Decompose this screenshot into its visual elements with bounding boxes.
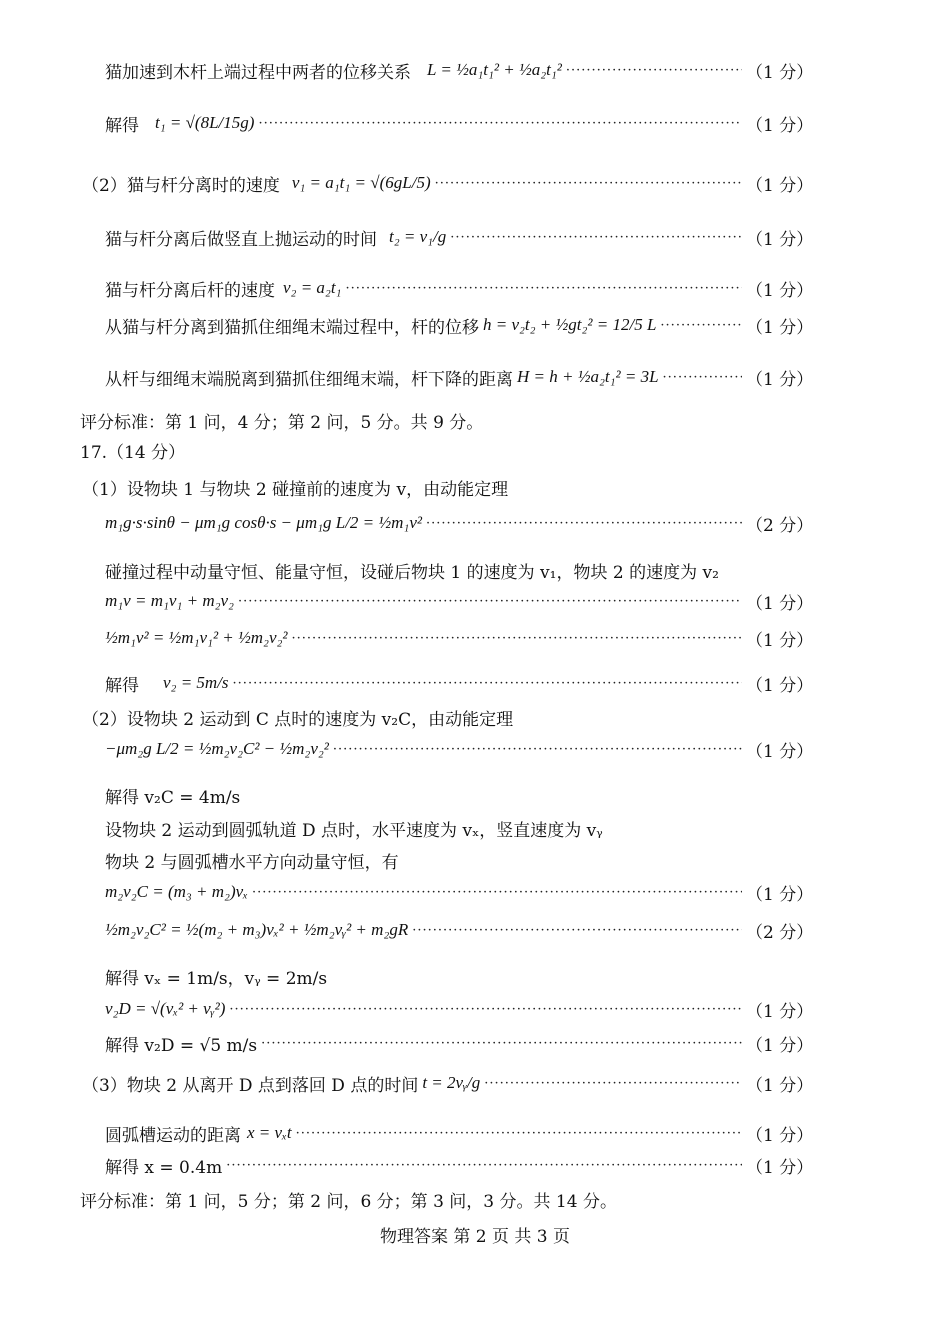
solution-line [82,472,508,502]
leader-dots [226,1158,742,1173]
solution-line [82,1068,814,1098]
leader-dots [484,1076,742,1091]
leader-dots [660,318,742,333]
solution-line [105,915,814,945]
solution-line [105,362,814,392]
solution-line [105,780,240,810]
step-text: （2）猫与杆分离时的速度 [82,175,280,196]
equation: x = vₓt [247,1123,292,1142]
step-text: 猫与杆分离后做竖直上抛运动的时间 [105,229,377,250]
page-footer: 物理答案 第 2 页 共 3 页 [379,1227,571,1247]
solution-line [105,623,814,653]
solution-line [105,1118,814,1148]
question-number: 17.（14 分） [80,442,186,463]
solution-line [105,845,399,875]
step-text: 猫与杆分离后杆的速度 [105,280,275,301]
solution-line [105,994,814,1024]
score-label: （2 分） [746,515,814,536]
scoring-text: 评分标准：第 1 问，4 分；第 2 问，5 分。共 9 分。 [80,412,484,433]
score-label: （1 分） [746,175,814,196]
solution-line [105,734,814,764]
solution-line [105,222,814,252]
step-text: （2）设物块 2 运动到 C 点时的速度为 v₂C，由动能定理 [82,709,514,730]
step-text: 从杆与细绳末端脱离到猫抓住细绳末端，杆下降的距离 [105,369,513,390]
step-text: （3）物块 2 从离开 D 点到落回 D 点的时间 [82,1075,419,1096]
step-text: 设物块 2 运动到圆弧轨道 D 点时，水平速度为 vₓ，竖直速度为 vᵧ [105,820,603,841]
step-text: 解得 v₂C = 4m/s [105,787,241,808]
score-label: （2 分） [746,922,814,943]
score-label: （1 分） [746,229,814,250]
solution-line [105,555,719,585]
score-label: （1 分） [746,1125,814,1146]
leader-dots [261,1036,742,1051]
step-text: 物块 2 与圆弧槽水平方向动量守恒，有 [105,852,399,873]
score-label: （1 分） [746,317,814,338]
solution-line [105,586,814,616]
equation: −μm₂g L/2 = ½m₂v₂C² − ½m₂v₂² [105,739,329,758]
leader-dots [412,923,742,938]
equation: m₁g·s·sinθ − μm₁g cosθ·s − μm₁g L/2 = ½m₁v² [105,513,422,532]
equation: L = ½a₁t₁² + ½a₂t₁² [427,60,562,79]
equation: t = 2vᵧ/g [422,1073,481,1092]
solution-line [105,1150,814,1180]
solution-line [105,55,814,85]
step-text: 圆弧槽运动的距离 [105,1125,241,1146]
scoring-criteria [80,405,483,435]
leader-dots [566,63,742,78]
solution-line [105,668,814,698]
leader-dots [663,370,742,385]
score-label: （1 分） [746,1075,814,1096]
score-label: （1 分） [746,1035,814,1056]
score-label: （1 分） [746,115,814,136]
leader-dots [345,281,742,296]
leader-dots [426,516,742,531]
question-heading [80,435,185,465]
step-text: 从猫与杆分离到猫抓住细绳末端过程中，杆的位移 [105,317,479,338]
solution-line [105,273,814,303]
solution-line [82,168,814,198]
step-text: 解得 x = 0.4m [105,1157,223,1178]
leader-dots [258,116,742,131]
score-label: （1 分） [746,280,814,301]
leader-dots [296,1126,742,1141]
step-text: 解得 [105,675,139,696]
equation: ½m₂v₂C² = ½(m₂ + m₃)vₓ² + ½m₂vᵧ² + m₂gR [105,920,409,939]
step-text: 解得 vₓ = 1m/s，vᵧ = 2m/s [105,968,328,989]
leader-dots [229,1002,742,1017]
equation: m₁v = m₁v₁ + m₂v₂ [105,591,234,610]
equation: v₂D = √(vₓ² + vᵧ²) [105,999,226,1018]
equation: v₂ = 5m/s [163,673,229,692]
score-label: （1 分） [746,62,814,83]
leader-dots [233,676,742,691]
leader-dots [450,230,742,245]
score-label: （1 分） [746,593,814,614]
solution-line [105,877,814,907]
step-text: 碰撞过程中动量守恒、能量守恒，设碰后物块 1 的速度为 v₁，物块 2 的速度为 v₂ [105,562,719,583]
equation: t₁ = √(8L/15g) [155,113,255,132]
solution-line [82,702,513,732]
step-text: 解得 v₂D = √5 m/s [105,1035,258,1056]
leader-dots [238,594,742,609]
equation: t₂ = v₁/g [389,227,447,246]
score-label: （1 分） [746,1157,814,1178]
equation: H = h + ½a₂t₁² = 3L [517,367,659,386]
solution-line [105,1028,814,1058]
score-label: （1 分） [746,675,814,696]
solution-line [105,961,327,991]
score-label: （1 分） [746,369,814,390]
equation: ½m₁v² = ½m₁v₁² + ½m₂v₂² [105,628,288,647]
score-label: （1 分） [746,1001,814,1022]
leader-dots [292,631,742,646]
equation: m₂v₂C = (m₃ + m₂)vₓ [105,882,248,901]
scoring-criteria [80,1184,617,1214]
step-text: 解得 [105,115,139,136]
equation: v₂ = a₂t₁ [283,278,342,297]
step-text: （1）设物块 1 与物块 2 碰撞前的速度为 v，由动能定理 [82,479,509,500]
leader-dots [435,176,742,191]
solution-line [105,310,814,340]
score-label: （1 分） [746,630,814,651]
step-text: 猫加速到木杆上端过程中两者的位移关系 [105,62,411,83]
scoring-text: 评分标准：第 1 问，5 分；第 2 问，6 分；第 3 问，3 分。共 14 分。 [80,1191,617,1212]
score-label: （1 分） [746,741,814,762]
leader-dots [333,742,742,757]
leader-dots [252,885,742,900]
score-label: （1 分） [746,884,814,905]
solution-line [105,813,603,843]
equation: v₁ = a₁t₁ = √(6gL/5) [291,173,431,192]
solution-line [105,108,814,138]
solution-line [105,508,814,538]
equation: h = v₂t₂ + ½gt₂² = 12/5 L [483,315,657,334]
